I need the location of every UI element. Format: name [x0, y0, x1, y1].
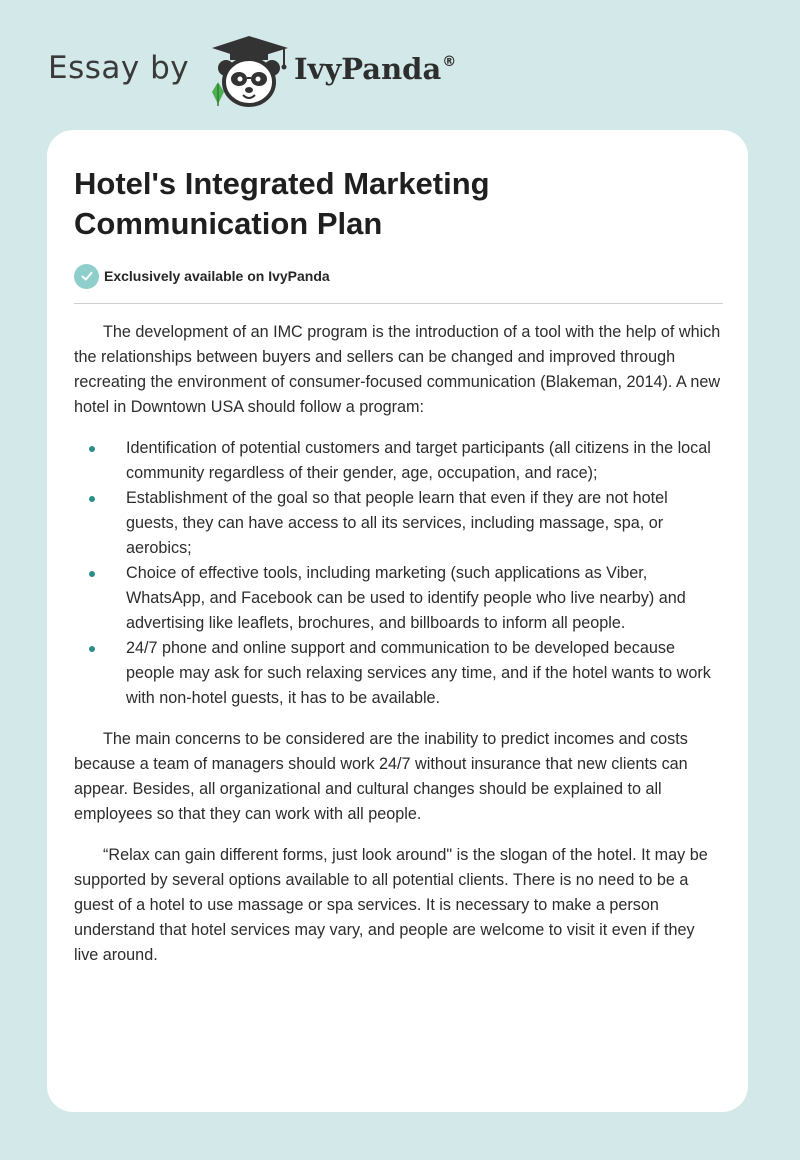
essay-by-label: Essay by [48, 50, 190, 86]
essay-card [47, 130, 748, 1112]
check-icon [74, 264, 99, 289]
site-header [48, 34, 508, 114]
body-paragraph: “Relax can gain different forms, just look around" is the slogan of the hotel. It may be supported by several options available to all potential clients. There is no need to be a guest of a hotel to use massage or spa services. It is necessary to make a person understand that hotel services may vary, and people are welcome to visit it even if they live around. [74, 846, 708, 964]
list-item: Establishment of the goal so that people learn that even if they are not hotel guests, they can have access to all its services, including massage, spa, or aerobics; [74, 486, 723, 561]
bullet-dot-icon [89, 496, 95, 502]
panda-graduate-logo-icon[interactable] [204, 34, 294, 110]
list-item: Identification of potential customers and target participants (all citizens in the local community regardless of their gender, age, occupation, and race); [74, 436, 723, 486]
divider [74, 303, 723, 304]
bullet-dot-icon [89, 446, 95, 452]
bullet-list [74, 436, 723, 711]
list-item: 24/7 phone and online support and communication to be developed because people may ask for such relaxing services any time, and if the hotel wants to work with non-hotel guests, it has to be available. [74, 636, 723, 711]
list-item: Choice of effective tools, including marketing (such applications as Viber, WhatsApp, and Facebook can be used to identify people who live nearby) and advertising like leaflets, brochures, and billboards to inform all people. [74, 561, 723, 636]
availability-text: Exclusively available on IvyPanda [104, 268, 330, 284]
bullet-dot-icon [89, 646, 95, 652]
page-title: Hotel's Integrated Marketing Communication Plan [74, 166, 490, 241]
essay-body [74, 320, 723, 968]
bullet-dot-icon [89, 571, 95, 577]
availability-badge [74, 263, 330, 289]
brand-name[interactable]: IvyPanda® [294, 52, 457, 86]
intro-paragraph: The development of an IMC program is the introduction of a tool with the help of which the relationships between buyers and sellers can be changed and improved through recreating the environment of consumer-focused communication (Blakeman, 2014). A new hotel in Downtown USA should follow a program: [74, 323, 721, 416]
body-paragraph: The main concerns to be considered are the inability to predict incomes and costs because a team of managers should work 24/7 without insurance that new clients can appear. Besides, all organizational and cultural changes should be explained to all employees so that they can work with all people. [74, 730, 688, 823]
